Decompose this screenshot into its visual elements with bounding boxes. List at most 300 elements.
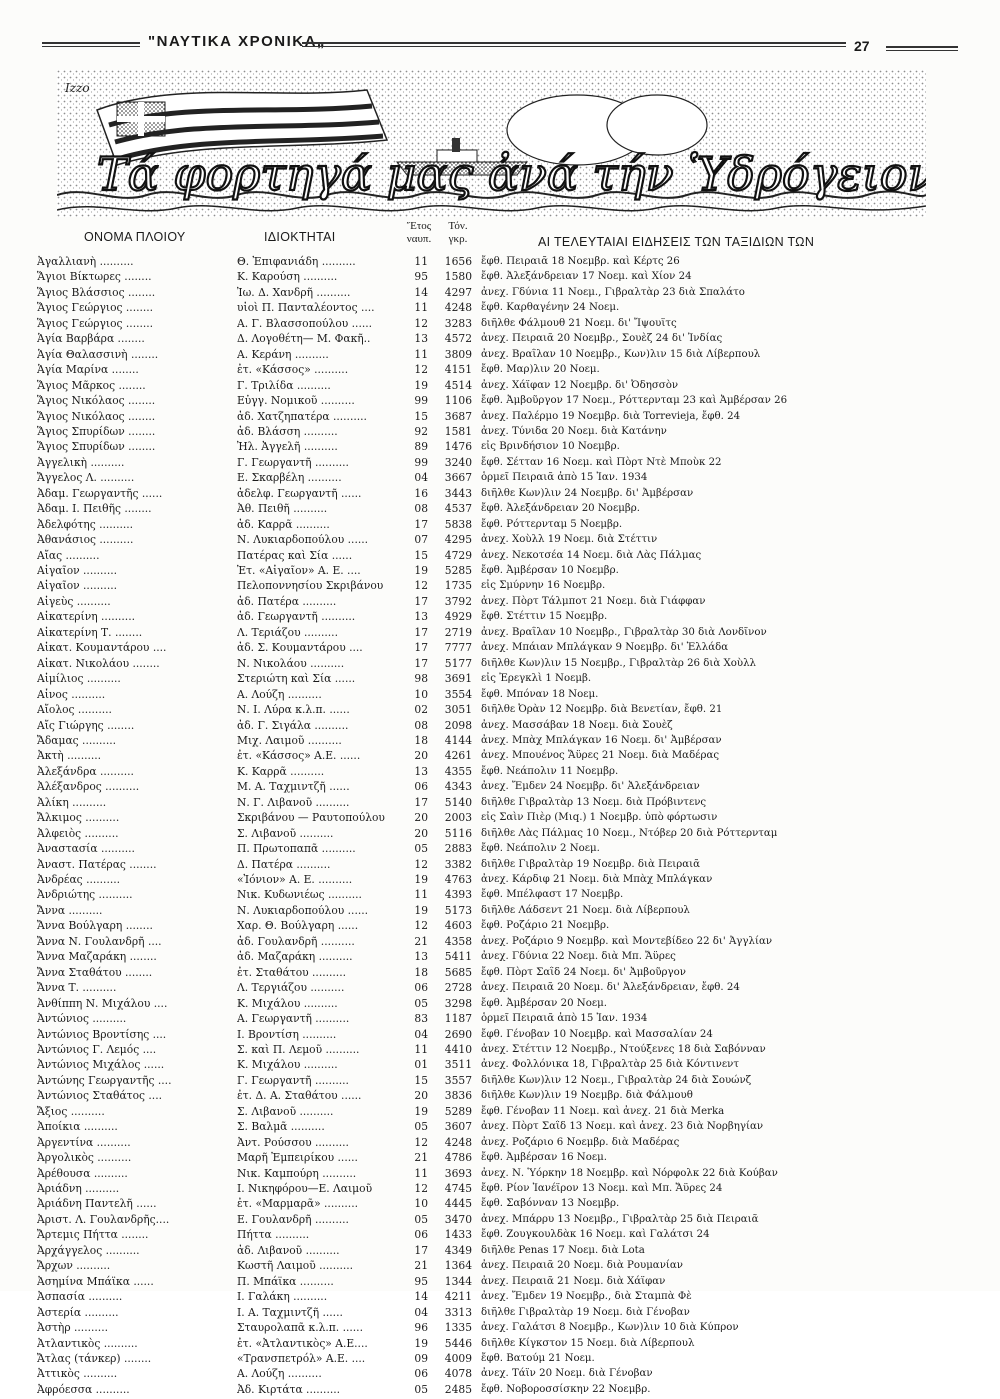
ship-name: Ἀντώνιος Σταθάτος .... [37, 1089, 163, 1103]
list-item [0, 270, 1000, 286]
ship-owner: Ν. Λυκιαρδοπούλου ...... [237, 903, 369, 917]
build-year: 83 [414, 1012, 428, 1026]
ship-name: Ἅγιος Σπυρίδων ........ [37, 424, 156, 438]
ship-owner: Ἐτ. «Αἰγαῖον» Α. Ε. .... [237, 564, 361, 577]
ship-name: Αἰκατερίνη .......... [37, 610, 135, 624]
gross-tons: 3298 [444, 996, 472, 1010]
list-item [0, 672, 1000, 688]
ship-name: Αἰγαῖον .......... [37, 564, 118, 577]
ship-name: Ἀνθίππη Ν. Μιχάλου .... [37, 996, 168, 1010]
ship-owner: Σ. καὶ Π. Λεμοῦ .......... [237, 1042, 360, 1056]
gross-tons: 3687 [444, 409, 472, 423]
build-year: 06 [414, 1367, 428, 1381]
build-year: 15 [414, 409, 428, 423]
list-item [0, 471, 1000, 487]
ship-name: Αἶνος .......... [37, 687, 106, 701]
ship-name: Ἀδαμ. Ι. Πειθῆς ........ [37, 502, 152, 516]
ship-name: Ἀντώνιος Μιχάλος ...... [37, 1058, 165, 1072]
gross-tons: 7777 [444, 641, 472, 655]
ship-name: Αἴς Γιώργης ........ [37, 718, 135, 732]
build-year: 04 [414, 1027, 428, 1041]
gross-tons: 5116 [444, 826, 472, 840]
ship-owner: Δ. Λογοθέτη— Μ. Φακῆ.. [237, 332, 371, 346]
build-year: 12 [414, 579, 428, 593]
gross-tons: 5140 [444, 795, 472, 809]
ship-owner: Κ. Καρρᾶ .......... [237, 764, 325, 778]
voyage-news: ἀνεχ. Μασσάβαν 18 Νοεμ. διὰ Σουὲζ [481, 719, 673, 731]
ship-name: Ἀγαλλιανὴ .......... [37, 255, 134, 268]
ship-name: Ἀνδριώτης .......... [37, 888, 133, 902]
voyage-news: ἔφθ. Μπόναν 18 Νοεμ. [481, 688, 599, 700]
voyage-news: ἀνεχ. Πειραιᾶ 20 Νοεμ. δι' Ἀλεξάνδρειαν, ἔφθ. 24 [481, 982, 740, 994]
list-item [0, 657, 1000, 673]
build-year: 17 [414, 625, 428, 639]
list-item [0, 950, 1000, 966]
ship-name: Αἰγεὺς .......... [37, 594, 111, 608]
build-year: 12 [414, 316, 428, 330]
voyage-news: διῆλθε Γιβραλτὰρ 19 Νοεμβρ. διὰ Πειραιᾶ [481, 858, 701, 870]
voyage-news: ἀνεχ. Τύνιδα 20 Νοεμ. διὰ Κατάνην [481, 425, 667, 437]
gross-tons: 5838 [444, 517, 472, 531]
col-header-tons-line2: γκρ. [448, 233, 468, 245]
build-year: 11 [414, 301, 428, 315]
gross-tons: 4786 [444, 1151, 472, 1165]
voyage-news: ἔφθ. Σέτταν 16 Νοεμ. καὶ Πὸρτ Ντὲ Μποὺκ 22 [481, 456, 722, 468]
build-year: 14 [414, 1290, 428, 1304]
list-item [0, 348, 1000, 364]
voyage-news: εἰς Σμύρνην 16 Νοεμβρ. [481, 580, 606, 592]
gross-tons: 4393 [444, 888, 472, 902]
gross-tons: 4078 [444, 1367, 472, 1381]
ship-owner: Γ. Γεωργαντῆ .......... [237, 455, 349, 469]
voyage-news: ἀνεχ. Ἔμδεν 19 Νοεμβρ., διὰ Σταμπὰ Φὲ [481, 1291, 692, 1303]
gross-tons: 3792 [444, 594, 472, 608]
build-year: 21 [414, 1151, 428, 1165]
list-item [0, 842, 1000, 858]
ship-owner: Χαρ. Θ. Βούλγαρη ...... [237, 919, 359, 933]
list-item [0, 997, 1000, 1013]
build-year: 11 [414, 347, 428, 361]
ship-owner: Πελοποννησίου Σκριβάνου [237, 579, 384, 593]
gross-tons: 4763 [444, 873, 472, 886]
col-header-news: ΑΙ ΤΕΛΕΥΤΑΙΑΙ ΕΙΔΗΣΕΙΣ ΤΩΝ ΤΑΞΙΔΙΩΝ ΤΩΝ [538, 235, 815, 249]
list-item [0, 1105, 1000, 1121]
gross-tons: 2098 [444, 718, 472, 732]
voyage-news: ἔφθ. Ρίον Ἰανέϊρον 13 Νοεμ. καὶ Μπ. Ἄϋρες 24 [481, 1183, 723, 1194]
ship-name: Ἀνδρέας .......... [37, 873, 121, 886]
ship-owner: Μ. Α. Ταχμιντζῆ ...... [237, 780, 350, 794]
build-year: 13 [414, 332, 428, 346]
ship-name: Ἁγία Μαρίνα ........ [37, 363, 139, 377]
voyage-news: ἀνεχ. Πὸρτ Τάλμποτ 21 Νοεμ. διὰ Γιάφφαν [481, 595, 706, 607]
list-item [0, 286, 1000, 302]
voyage-news: διῆλθε Λάδσεντ 21 Νοεμ. διὰ Λίβερπουλ [481, 904, 690, 916]
list-item [0, 332, 1000, 348]
ship-owner: Στεριώτη καὶ Σία ...... [237, 672, 356, 686]
ship-name: Αἰμίλιος .......... [37, 672, 121, 686]
list-item [0, 533, 1000, 549]
list-item [0, 1244, 1000, 1260]
ship-name: Ἄννα Σταθάτου ........ [37, 965, 153, 979]
ship-owner: Κωστῆ Λαιμοῦ .......... [237, 1259, 354, 1273]
ship-owner: Ἀντ. Ρούσσου .......... [237, 1135, 349, 1149]
gross-tons: 4445 [444, 1197, 472, 1211]
ship-owner: Εὐγγ. Νομικοῦ .......... [237, 394, 355, 408]
list-item [0, 1367, 1000, 1383]
ship-name: Ἅγιος Βλάσσιος ........ [37, 285, 156, 299]
gross-tons: 4349 [444, 1243, 472, 1257]
ship-owner: Ν. Γ. Λιβανοῦ .......... [237, 795, 350, 809]
list-item [0, 981, 1000, 997]
build-year: 12 [414, 1182, 428, 1195]
build-year: 09 [414, 1351, 428, 1365]
build-year: 13 [414, 610, 428, 624]
header-rule-end [886, 46, 958, 51]
ship-name: Ἀναστασία .......... [37, 842, 135, 856]
gross-tons: 5173 [444, 903, 472, 917]
ship-name: Ἀσπασία .......... [37, 1290, 123, 1304]
voyage-news: διῆλθε Κων)λιν 19 Νοεμβρ. διὰ Φάλμουθ [481, 1090, 693, 1102]
gross-tons: 5177 [444, 656, 472, 670]
ship-name: Ἀρχάγγελος .......... [37, 1243, 140, 1257]
gross-tons: 4343 [444, 780, 472, 794]
build-year: 17 [414, 1243, 428, 1257]
list-item [0, 641, 1000, 657]
col-header-year-line2: ναυπ. [406, 233, 432, 245]
build-year: 19 [414, 873, 428, 886]
list-item [0, 780, 1000, 796]
gross-tons: 2728 [444, 981, 472, 995]
build-year: 19 [414, 564, 428, 577]
col-header-tons-line1: Τόν. [448, 220, 468, 232]
ship-name: Ἄτλας (τάνκερ) ........ [37, 1351, 152, 1365]
gross-tons: 1433 [444, 1228, 472, 1242]
gross-tons: 4009 [444, 1351, 472, 1365]
voyage-news: ὁρμεῖ Πειραιᾶ ἀπὸ 15 Ἰαν. 1934 [481, 472, 648, 484]
build-year: 89 [414, 440, 428, 454]
ship-owner: Ἰω. Δ. Χανδρῆ .......... [237, 285, 351, 299]
build-year: 95 [414, 1274, 428, 1288]
voyage-news: ἔφθ. Ἀμβέρσαν 10 Νοεμβρ. [481, 565, 619, 576]
ship-owner: Νικ. Καμπούρη .......... [237, 1166, 357, 1180]
build-year: 20 [414, 1089, 428, 1103]
col-header-ship-name: ΟΝΟΜΑ ΠΛΟΙΟΥ [84, 230, 186, 244]
gross-tons: 5285 [444, 564, 472, 577]
build-year: 18 [414, 733, 428, 747]
build-year: 20 [414, 826, 428, 840]
artist-signature: Izzo [65, 81, 90, 95]
voyage-news: ὁρμεῖ Πειραιᾶ ἀπὸ 15 Ἰαν. 1934 [481, 1013, 648, 1025]
gross-tons: 2883 [444, 842, 472, 856]
ship-owner: Π. Μπάϊκα .......... [237, 1274, 334, 1288]
build-year: 99 [414, 455, 428, 469]
ship-name: Ἀστὴρ .......... [37, 1321, 108, 1335]
ship-owner: Ν. Νικολάου .......... [237, 656, 345, 670]
voyage-news: ἔφθ. Ροζάριο 21 Νοεμβρ. [481, 920, 610, 932]
list-item [0, 410, 1000, 426]
ship-owner: Α. Κεράνη .......... [237, 347, 329, 361]
list-item [0, 919, 1000, 935]
voyage-news: ἔφθ. Στέττιν 15 Νοεμβρ. [481, 611, 608, 623]
build-year: 98 [414, 672, 428, 686]
ship-owner: ἐτ. «Μαρμαρᾶ» .......... [237, 1197, 358, 1211]
ship-name: Ἀντώνης Γεωργαντῆς .... [37, 1073, 172, 1087]
ship-name: Ἁγία Θαλασσινὴ ........ [37, 347, 159, 361]
voyage-news: ἔφθ. Βατούμ 21 Νοεμ. [481, 1352, 595, 1364]
ship-name: Ἀντώνιος Γ. Λεμός .... [37, 1042, 157, 1056]
ship-owner: Ι. Α. Ταχμιντζῆ ...... [237, 1305, 343, 1319]
ship-name: Ἄννα Ν. Γουλανδρῆ .... [37, 934, 162, 948]
ship-owner: Κ. Καρούση .......... [237, 270, 338, 284]
list-item [0, 626, 1000, 642]
list-item [0, 1321, 1000, 1337]
col-header-owners: ΙΔΙΟΚΤΗΤΑΙ [264, 230, 336, 244]
ship-name: Ἀργεντίνα .......... [37, 1135, 131, 1149]
list-item [0, 518, 1000, 534]
gross-tons: 1581 [444, 424, 472, 438]
ship-owner: ἀδ. Λιβανοῦ .......... [237, 1243, 340, 1257]
list-item [0, 1306, 1000, 1322]
magazine-title: "ΝΑΥΤΙΚΑ ΧΡΟΝΙΚΑ„ [148, 33, 326, 50]
list-item [0, 394, 1000, 410]
build-year: 04 [414, 471, 428, 485]
list-item [0, 1352, 1000, 1368]
voyage-news: ἀνεχ. Ροζάριο 6 Νοεμβρ. διὰ Μαδέρας [481, 1136, 680, 1148]
list-item [0, 579, 1000, 595]
ship-name: Αἴας .......... [37, 548, 100, 562]
build-year: 21 [414, 934, 428, 948]
voyage-news: ἀνεχ. Μπάρρυ 13 Νοεμβρ., Γιβραλτὰρ 25 διὰ Πειραιᾶ [481, 1213, 759, 1225]
build-year: 06 [414, 1228, 428, 1242]
ship-name: Ἅγιος Σπυρίδων ........ [37, 440, 156, 454]
build-year: 12 [414, 1135, 428, 1149]
list-item [0, 1182, 1000, 1198]
ship-name: Ἄξιος .......... [37, 1104, 105, 1118]
build-year: 08 [414, 502, 428, 516]
ship-name: Ἀργολικὸς .......... [37, 1151, 132, 1165]
ship-name: Ἄννα Βούλγαρη ........ [37, 919, 153, 933]
ship-owner: Σ. Λιβανοῦ .......... [237, 1104, 334, 1118]
voyage-news: ἔφθ. Ἀλεξάνδρειαν 17 Νοεμ. καὶ Χίον 24 [481, 271, 692, 283]
build-year: 99 [414, 394, 428, 408]
ship-name: Ἀθανάσιος .......... [37, 533, 134, 547]
ship-owner: υἱοὶ Π. Πανταλέοντος .... [237, 301, 375, 315]
gross-tons: 3667 [444, 471, 472, 485]
build-year: 15 [414, 1073, 428, 1087]
voyage-news: ἀνεχ. Γδύνια 22 Νοεμ. διὰ Μπ. Ἄϋρες [481, 951, 676, 963]
list-item [0, 317, 1000, 333]
ship-owner: Α. Γ. Βλασσοπούλου ...... [237, 316, 373, 330]
voyage-news: ἀνεχ. Χοὺλλ 19 Νοεμ. διὰ Στέττιν [481, 534, 658, 546]
voyage-news: ἀνεχ. Γαλάτσι 8 Νοεμβρ., Κων)λιν 10 διὰ Κύπρον [481, 1322, 739, 1334]
build-year: 14 [414, 285, 428, 299]
ship-name: Ἅγιος Μᾶρκος ........ [37, 378, 146, 392]
ship-owner: Σ. Λιβανοῦ .......... [237, 826, 334, 840]
voyage-news: ἀνεχ. Μπὰχ Μπλάγκαν 16 Νοεμ. δι' Ἀμβέρσαν [481, 734, 722, 746]
build-year: 92 [414, 424, 428, 438]
ship-owner: Α. Γεωργαντῆ .......... [237, 1012, 350, 1026]
ship-owner: Α. Λούζη .......... [237, 1367, 322, 1381]
gross-tons: 4603 [444, 919, 472, 933]
ship-name: Ἀποίκια .......... [37, 1120, 118, 1134]
voyage-news: ἀνεχ. Παλέρμο 19 Νοεμβρ. διὰ Torrevieja, ἔφθ. 24 [481, 410, 741, 422]
list-item [0, 1259, 1000, 1275]
voyage-news: ἀνεχ. Νεκοτσέα 14 Νοεμ. διὰ Λὰς Πάλμας [481, 549, 702, 561]
list-item [0, 1290, 1000, 1306]
ship-owner: Π. Πρωτοπαπᾶ .......... [237, 842, 356, 856]
voyage-news: διῆλθε Penas 17 Νοεμ. διὰ Lota [481, 1244, 645, 1256]
gross-tons: 4248 [444, 301, 472, 315]
list-item [0, 734, 1000, 750]
ship-owner: Ι. Βροντίση .......... [237, 1027, 337, 1041]
ship-name: Αἰκατ. Νικολάου ........ [37, 656, 160, 670]
list-item [0, 363, 1000, 379]
ship-owner: Γ. Τριλίδα .......... [237, 378, 331, 392]
build-year: 17 [414, 641, 428, 655]
ship-name: Αἰκατ. Κουμαντάρου .... [37, 641, 167, 655]
gross-tons: 4745 [444, 1182, 472, 1195]
ship-name: Ἅγιος Γεώργιος ........ [37, 316, 154, 330]
ship-owner: Ν. Ι. Λύρα κ.λ.π. ...... [237, 703, 350, 717]
ship-name: Ἀλεξάνδρα .......... [37, 764, 134, 778]
ship-owner: Ἀθ. Πειθῆ .......... [237, 502, 328, 516]
voyage-news: ἀνεχ. Βραΐλαν 10 Νοεμβρ., Κων)λιν 15 διὰ Λίβερπουλ [481, 348, 761, 360]
list-item [0, 549, 1000, 565]
build-year: 96 [414, 1321, 428, 1335]
ship-owner: Σ. Βαλμᾶ .......... [237, 1120, 325, 1134]
banner-artwork [57, 70, 926, 217]
build-year: 95 [414, 270, 428, 284]
list-item [0, 719, 1000, 735]
build-year: 16 [414, 486, 428, 500]
ship-name: Ἀστερία .......... [37, 1305, 119, 1319]
list-item [0, 966, 1000, 982]
gross-tons: 3607 [444, 1120, 472, 1134]
ship-owner: ἀδ. Μαζαράκη .......... [237, 950, 353, 964]
ship-owner: Γ. Γεωργαντῆ .......... [237, 1073, 349, 1087]
ship-owner: Ι. Νικηφόρου—Ε. Λαιμοῦ [237, 1182, 373, 1195]
voyage-news: ἔφθ. Νοβοροσσίσκην 22 Νοεμβρ. [481, 1383, 651, 1395]
gross-tons: 1476 [444, 440, 472, 454]
build-year: 12 [414, 919, 428, 933]
ship-name: Ἀριάδνη .......... [37, 1182, 120, 1195]
header-rule-left [42, 42, 140, 47]
ship-owner: Λ. Τεριάζου .......... [237, 625, 338, 639]
build-year: 07 [414, 533, 428, 547]
ship-name: Ἁγία Βαρβάρα ........ [37, 332, 145, 346]
ship-owner: Ι. Γαλάκη .......... [237, 1290, 328, 1304]
gross-tons: 1656 [444, 255, 472, 268]
ship-name: Ἀσημίνα Μπάϊκα ...... [37, 1274, 154, 1288]
list-item [0, 440, 1000, 456]
voyage-news: ἀνεχ. Πειραιᾶ 20 Νοεμβρ., Σουὲζ 24 δι' Ἰνδίας [481, 333, 723, 345]
list-item [0, 935, 1000, 951]
build-year: 19 [414, 378, 428, 392]
ship-owner: Ἠλ. Ἀγγελῆ .......... [237, 440, 338, 454]
ship-name: Ἄδαμας .......... [37, 733, 117, 747]
build-year: 19 [414, 1104, 428, 1118]
voyage-news: διῆλθε Γιβραλτὰρ 13 Νοεμ. διὰ Πρόβιντενς [481, 796, 707, 808]
build-year: 17 [414, 517, 428, 531]
gross-tons: 4537 [444, 502, 472, 516]
ship-owner: Σκριβάνου — Ραυτοπούλου [237, 811, 385, 825]
ship-owner: Θ. Ἐπιφανιάδη .......... [237, 255, 356, 268]
ship-owner: ἀδ. Πατέρα .......... [237, 594, 337, 608]
ship-name: Ἀριστ. Λ. Γουλανδρῆς.... [37, 1212, 170, 1226]
voyage-news: ἔφθ. Νεάπολιν 2 Νοεμ. [481, 843, 600, 855]
ship-name: Ἄννα Τ. .......... [37, 981, 117, 995]
list-item [0, 873, 1000, 889]
ship-name: Ἅγιοι Βίκτωρες ........ [37, 270, 152, 284]
list-item [0, 610, 1000, 626]
build-year: 06 [414, 780, 428, 794]
build-year: 15 [414, 548, 428, 562]
build-year: 06 [414, 981, 428, 995]
build-year: 18 [414, 965, 428, 979]
gross-tons: 3693 [444, 1166, 472, 1180]
voyage-news: διῆλθε Κων)λιν 15 Νοεμβρ., Γιβραλτὰρ 26 διὰ Χοὺλλ [481, 657, 757, 669]
list-item [0, 301, 1000, 317]
list-item [0, 1012, 1000, 1028]
gross-tons: 5411 [444, 950, 472, 964]
build-year: 05 [414, 1120, 428, 1134]
voyage-news: ἔφθ. Ἀμβέρσαν 20 Νοεμ. [481, 997, 607, 1009]
gross-tons: 4929 [444, 610, 472, 624]
gross-tons: 1364 [444, 1259, 472, 1273]
list-item [0, 1167, 1000, 1183]
list-item [0, 1043, 1000, 1059]
list-item [0, 688, 1000, 704]
gross-tons: 5289 [444, 1104, 472, 1118]
list-item [0, 796, 1000, 812]
list-item [0, 502, 1000, 518]
ship-owner: Λ. Τεργιάζου .......... [237, 981, 345, 995]
ship-name: Ἀδελφότης .......... [37, 517, 134, 531]
gross-tons: 1106 [444, 394, 472, 408]
voyage-news: ἀνεχ. Τάϊν 20 Νοεμ. διὰ Γένοβαν [481, 1368, 653, 1380]
voyage-news: ἀνεχ. Ν. Ὑόρκην 18 Νοεμβρ. καὶ Νόρφολκ 22 διὰ Κούβαν [481, 1167, 778, 1179]
voyage-news: ἔφθ. Μπέλφαστ 17 Νοεμβρ. [481, 889, 624, 901]
ship-name: Ἅγιος Γεώργιος ........ [37, 301, 154, 315]
voyage-news: ἔφθ. Ἀμβέρσαν 16 Νοεμ. [481, 1152, 607, 1164]
gross-tons: 1735 [444, 579, 472, 593]
ship-name: Ἀλφειὸς .......... [37, 826, 119, 840]
list-item [0, 1028, 1000, 1044]
gross-tons: 4514 [444, 378, 472, 392]
voyage-news: ἀνεχ. Μπουένος Ἄϋρες 21 Νοεμ. διὰ Μαδέρας [481, 750, 720, 762]
build-year: 13 [414, 764, 428, 778]
gross-tons: 5685 [444, 965, 472, 979]
list-item [0, 379, 1000, 395]
build-year: 11 [414, 255, 428, 268]
gross-tons: 2690 [444, 1027, 472, 1041]
list-item [0, 827, 1000, 843]
ship-name: Ἀγγελικὴ .......... [37, 455, 125, 469]
gross-tons: 2719 [444, 625, 472, 639]
voyage-news: ἀνεχ. Ροζάριο 9 Νοεμβρ. καὶ Μοντεβίδεο 22 δι' Ἀγγλίαν [481, 935, 773, 947]
build-year: 20 [414, 811, 428, 825]
list-item [0, 1089, 1000, 1105]
ship-owner: ἀδ. Βλάσση .......... [237, 424, 338, 438]
ship-owner: ἀδ. Σ. Κουμαντάρου .... [237, 641, 363, 655]
ship-owner: Μαρῆ Ἐμπειρίκου ...... [237, 1151, 358, 1165]
build-year: 13 [414, 950, 428, 964]
title-banner-illustration [57, 70, 926, 217]
ship-name: Ἄννα .......... [37, 903, 103, 917]
ship-owner: ἐτ. «Κάσσος» .......... [237, 363, 349, 377]
header-rule-right [302, 42, 846, 47]
banner-title-text: Τά φορτηγά μας ἀνά τήν Ὑδρόγειον [97, 147, 926, 201]
